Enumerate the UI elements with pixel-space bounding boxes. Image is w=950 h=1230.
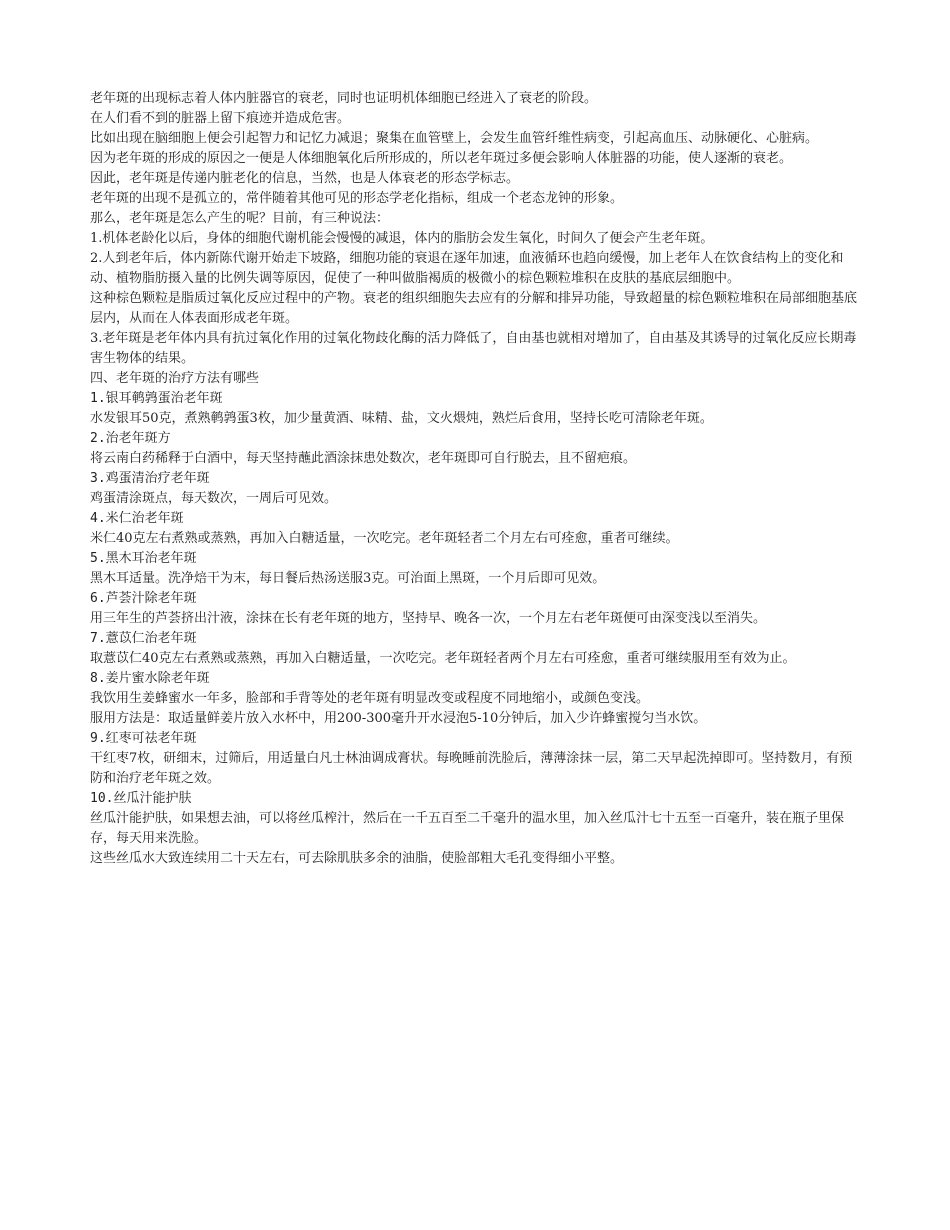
paragraph: 取薏苡仁40克左右煮熟或蒸熟，再加入白糖适量，一次吃完。老年斑轻者两个月左右可痊愈，重者可继续服用至有效为止。 xyxy=(90,651,796,666)
paragraph: 1.机体老龄化以后，身体的细胞代谢机能会慢慢的减退，体内的脂肪会发生氧化，时间久了便会产生老年斑。 xyxy=(90,231,714,246)
paragraph: 这种棕色颗粒是脂质过氧化反应过程中的产物。衰老的组织细胞失去应有的分解和排异功能，导致超量的棕色颗粒堆积在局部细胞基底层内，从而在人体表面形成老年斑。 xyxy=(90,291,858,326)
paragraph: 丝瓜汁能护肤，如果想去油，可以将丝瓜榨汁，然后在一千五百至二千毫升的温水里，加入丝瓜汁七十五至一百毫升，装在瓶子里保存，每天用来洗脸。 xyxy=(90,811,845,846)
item-heading: 4.米仁治老年斑 xyxy=(90,511,184,526)
item-heading: 8.姜片蜜水除老年斑 xyxy=(90,671,210,686)
paragraph: 比如出现在脑细胞上便会引起智力和记忆力减退；聚集在血管壁上，会发生血管纤维性病变，引起高血压、动脉硬化、心脏病。 xyxy=(90,131,819,146)
item-heading: 10.丝瓜汁能护肤 xyxy=(90,791,192,806)
item-heading: 3.鸡蛋清治疗老年斑 xyxy=(90,471,210,486)
paragraph: 我饮用生姜蜂蜜水一年多，脸部和手背等处的老年斑有明显改变或程度不同地缩小，或颜色变浅。 xyxy=(90,691,650,706)
paragraph: 老年斑的出现标志着人体内脏器官的衰老，同时也证明机体细胞已经进入了衰老的阶段。 xyxy=(90,91,598,106)
paragraph: 鸡蛋清涂斑点，每天数次，一周后可见效。 xyxy=(90,491,338,506)
item-heading: 1.银耳鹌鹑蛋治老年斑 xyxy=(90,391,223,406)
paragraph: 3.老年斑是老年体内具有抗过氧化作用的过氧化物歧化酶的活力降低了，自由基也就相对增加了，自由基及其诱导的过氧化反应长期毒害生物体的结果。 xyxy=(90,331,857,366)
paragraph: 那么，老年斑是怎么产生的呢？目前，有三种说法： xyxy=(90,211,390,226)
item-heading: 2.治老年斑方 xyxy=(90,431,171,446)
document-body xyxy=(90,89,862,869)
paragraph: 黑木耳适量。洗净焙干为末，每日餐后热汤送服3克。可治面上黑斑，一个月后即可见效。 xyxy=(90,571,606,586)
paragraph: 用三年生的芦荟挤出汁液，涂抹在长有老年斑的地方，坚持早、晚各一次，一个月左右老年斑便可由深变浅以至消失。 xyxy=(90,611,767,626)
paragraph: 服用方法是：取适量鲜姜片放入水杯中，用200-300毫升开水浸泡5-10分钟后，加入少许蜂蜜搅匀当水饮。 xyxy=(90,711,707,726)
paragraph: 在人们看不到的脏器上留下痕迹并造成危害。 xyxy=(90,111,351,126)
item-heading: 5.黑木耳治老年斑 xyxy=(90,551,197,566)
paragraph: 干红枣7枚，研细末，过筛后，用适量白凡士林油调成膏状。每晚睡前洗脸后，薄薄涂抹一层，第二天早起洗掉即可。坚持数月，有预防和治疗老年斑之效。 xyxy=(90,751,853,786)
paragraph: 将云南白药稀释于白酒中，每天坚持蘸此酒涂抹患处数次，老年斑即可自行脱去，且不留疤痕。 xyxy=(90,451,637,466)
paragraph: 这些丝瓜水大致连续用二十天左右，可去除肌肤多余的油脂，使脸部粗大毛孔变得细小平整。 xyxy=(90,851,624,866)
item-heading: 9.红枣可祛老年斑 xyxy=(90,731,197,746)
item-heading: 7.薏苡仁治老年斑 xyxy=(90,631,197,646)
paragraph: 2.人到老年后，体内新陈代谢开始走下坡路，细胞功能的衰退在逐年加速，血液循环也趋向缓慢，加上老年人在饮食结构上的变化和动、植物脂肪摄入量的比例失调等原因，促使了一种叫做脂褐质的极微小的棕色颗粒堆积在皮肤的基底层细胞中。 xyxy=(90,251,844,286)
paragraph: 因此，老年斑是传递内脏老化的信息，当然，也是人体衰老的形态学标志。 xyxy=(90,171,520,186)
paragraph: 水发银耳50克，煮熟鹌鹑蛋3枚，加少量黄酒、味精、盐，文火煨炖，熟烂后食用，坚持长吃可清除老年斑。 xyxy=(90,411,713,426)
paragraph: 老年斑的出现不是孤立的，常伴随着其他可见的形态学老化指标，组成一个老态龙钟的形象。 xyxy=(90,191,624,206)
section-heading: 四、老年斑的治疗方法有哪些 xyxy=(90,371,260,386)
paragraph: 米仁40克左右煮熟或蒸熟，再加入白糖适量，一次吃完。老年斑轻者二个月左右可痊愈，重者可继续。 xyxy=(90,531,679,546)
paragraph: 因为老年斑的形成的原因之一便是人体细胞氧化后所形成的，所以老年斑过多便会影响人体脏器的功能，使人逐渐的衰老。 xyxy=(90,151,793,166)
item-heading: 6.芦荟汁除老年斑 xyxy=(90,591,197,606)
